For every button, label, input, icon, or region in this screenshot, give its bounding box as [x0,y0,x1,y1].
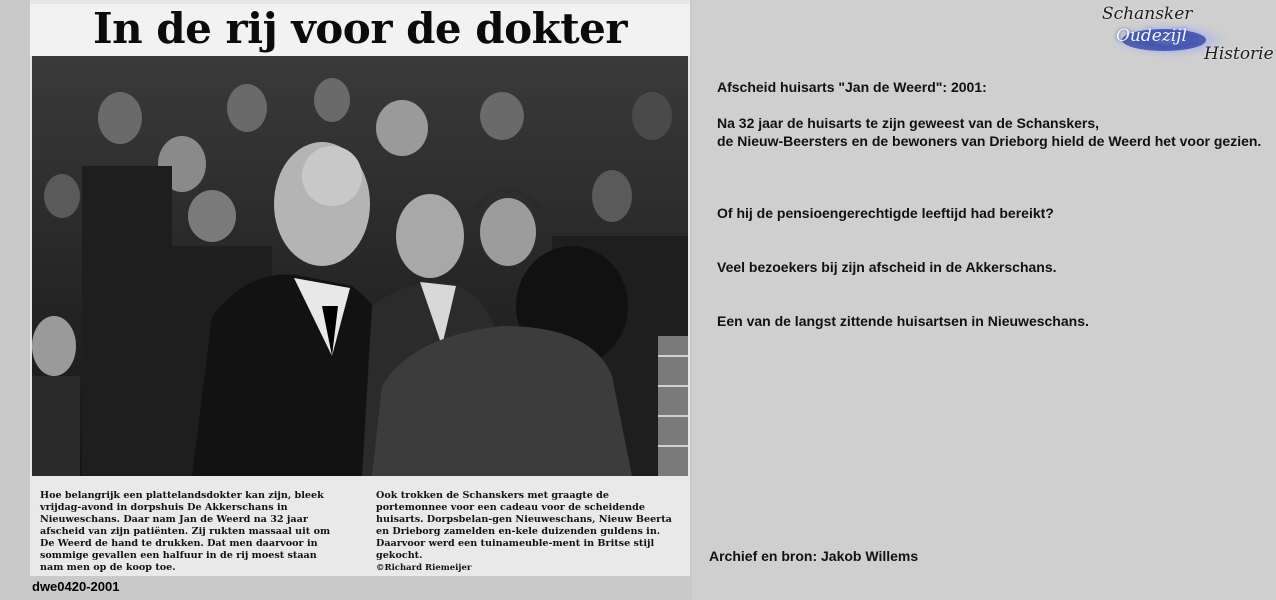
description-longest: Een van de langst zittende huisartsen in Nieuweschans. [717,313,1089,329]
description-line-1: Na 32 jaar de huisarts te zijn geweest van de Schanskers, [717,115,1100,131]
logo-line-3: Historie [1204,44,1274,64]
description-body [717,114,1267,150]
photo-credit: ©Richard Riemeijer [376,563,472,573]
caption-left-column: Hoe belangrijk een plattelandsdokter kan zijn, bleek vrijdag-avond in dorpshuis De Akkerschans in Nieuweschans. Daar nam Jan de Weerd na 32 jaar afscheid van zijn patiënten. Zij rukten massaal uit om De Weerd de hand te drukken. Dat men daarvoor in sommige gevallen een halfuur in de rij moest staan nam men op de koop toe. [40,490,331,573]
archive-id: dwe0420-2001 [32,579,120,594]
schansker-historie-logo[interactable] [1100,4,1274,66]
description-question: Of hij de pensioengerechtigde leeftijd had bereikt? [717,205,1054,221]
logo-line-2: Oudezijl [1116,26,1187,46]
crowd-photo-illustration [32,56,688,476]
newspaper-photo [32,56,688,476]
description-title: Afscheid huisarts "Jan de Weerd": 2001: [717,79,987,95]
photo-caption [30,476,690,576]
clipping-headline: In de rij voor de dokter [30,4,690,56]
newspaper-clipping [30,0,690,576]
description-line-2: de Nieuw-Beersters en de bewoners van Drieborg hield de Weerd het voor gezien. [717,133,1262,149]
caption-right-text: Ook trokken de Schanskers met graagte de portemonnee voor een cadeau voor de scheidende huisarts. Dorpsbelan-gen Nieuweschans, Nieuw Beerta en Drieborg zamelden en-kele duizenden guldens in. Daarvoor werd een tuinameuble-ment in Britse stijl gekocht. [376,490,672,561]
caption-right-column [376,490,676,574]
source-credit: Archief en bron: Jakob Willems [709,548,919,564]
logo-line-1: Schansker [1102,4,1193,24]
description-visitors: Veel bezoekers bij zijn afscheid in de Akkerschans. [717,259,1057,275]
